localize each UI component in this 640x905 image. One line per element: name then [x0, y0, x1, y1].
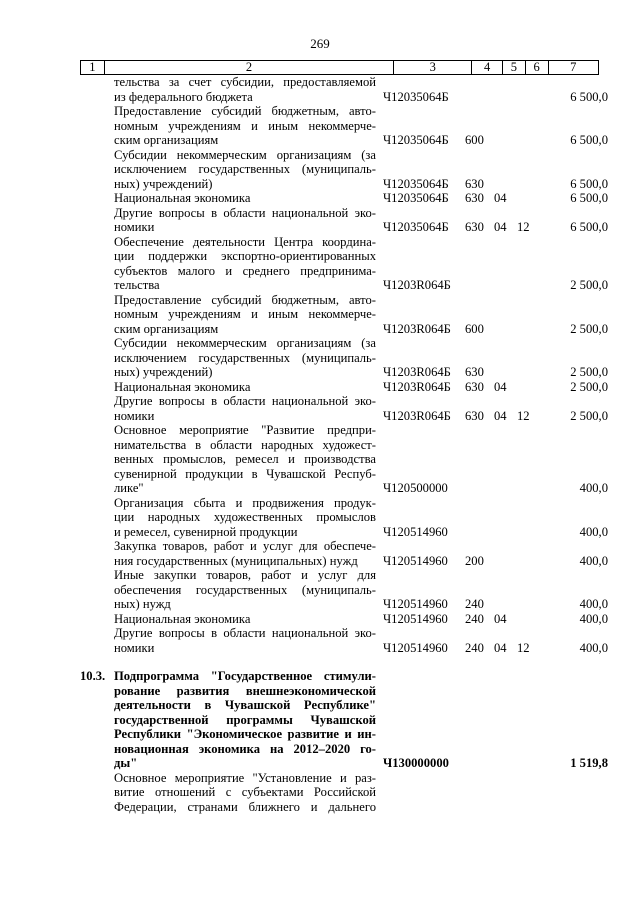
row-description: государственной программы Чувашской	[114, 712, 376, 727]
row-line	[80, 220, 608, 235]
amount: 2 500,0	[570, 321, 608, 336]
section: 04	[494, 379, 507, 394]
amount: 6 500,0	[570, 220, 608, 234]
row-description: нимательства в области народных художест-	[114, 437, 376, 452]
row-line	[80, 104, 600, 119]
row-line	[80, 75, 600, 90]
table-row	[80, 568, 608, 612]
row-description: Предоставление субсидий бюджетным, авто-	[114, 292, 376, 307]
expense-type: 600	[465, 321, 484, 336]
budget-code: Ч12035064Б	[383, 176, 449, 191]
expense-type: 630	[465, 408, 484, 423]
subsection: 12	[517, 640, 530, 655]
budget-code: Ч1203R064Б	[383, 379, 451, 394]
table-row	[80, 75, 608, 104]
row-line	[80, 162, 600, 177]
table-row	[80, 147, 608, 192]
row-line	[80, 626, 600, 641]
amount: 2 500,0	[570, 365, 608, 379]
amount: 6 500,0	[570, 89, 608, 104]
table-row	[80, 495, 608, 540]
row-description: ды"	[114, 756, 138, 770]
table-row	[80, 191, 608, 206]
expense-type: 600	[465, 133, 484, 147]
row-line	[80, 640, 608, 656]
row-description: деятельности в Чувашской Республике"	[114, 698, 376, 712]
row-line	[80, 684, 600, 699]
budget-code: Ч120514960	[383, 611, 448, 626]
amount: 400,0	[579, 640, 608, 655]
row-line	[80, 611, 608, 627]
expense-type: 630	[465, 191, 484, 205]
row-line	[80, 379, 608, 395]
budget-code: Ч120514960	[383, 524, 448, 539]
row-description: рование развития внешнеэкономической	[114, 683, 376, 698]
row-line	[80, 698, 600, 713]
row-description: субъектов малого и среднего предпринима-	[114, 263, 376, 278]
row-line	[80, 800, 600, 815]
expense-type: 630	[465, 176, 484, 191]
row-line	[80, 756, 608, 771]
row-description: ных) учреждений)	[114, 176, 213, 191]
expense-type: 630	[465, 220, 484, 234]
row-line	[80, 553, 608, 569]
amount: 6 500,0	[570, 191, 608, 205]
row-line	[80, 669, 600, 684]
row-line	[80, 293, 600, 308]
table-row	[80, 669, 608, 771]
budget-code: Ч12035064Б	[383, 89, 449, 104]
row-line	[80, 539, 600, 554]
row-line	[80, 727, 600, 742]
row-description: номики	[114, 640, 155, 655]
row-line	[80, 206, 600, 221]
table-row	[80, 423, 608, 496]
row-description: из федерального бюджета	[114, 89, 253, 104]
amount: 2 500,0	[570, 379, 608, 394]
row-description: номики	[114, 220, 155, 234]
expense-type: 240	[465, 640, 484, 655]
row-description: ским организациям	[114, 321, 219, 336]
budget-code: Ч130000000	[383, 756, 449, 770]
budget-code: Ч1203R064Б	[383, 278, 451, 292]
table-row	[80, 379, 608, 395]
row-description: исключением государственных (муниципаль-	[114, 162, 376, 176]
row-number: 10.3.	[80, 669, 106, 683]
amount: 2 500,0	[570, 408, 608, 423]
row-description: Другие вопросы в области национальной эко-	[114, 626, 376, 640]
row-description: ции поддержки экспортно-ориентированных	[114, 249, 376, 263]
subsection: 12	[517, 220, 530, 234]
row-line	[80, 176, 608, 192]
row-description: Иные закупки товаров, работ и услуг для	[114, 568, 376, 582]
table-row	[80, 336, 608, 380]
row-line	[80, 597, 608, 612]
row-line	[80, 713, 600, 728]
row-line	[80, 785, 600, 800]
row-description: и ремесел, сувенирной продукции	[114, 524, 298, 539]
row-description: ных) нужд	[114, 597, 171, 611]
budget-code: Ч120514960	[383, 640, 448, 655]
budget-code: Ч120500000	[383, 481, 448, 495]
expense-type: 630	[465, 365, 484, 379]
row-description: ским организациям	[114, 133, 219, 147]
budget-code: Ч12035064Б	[383, 191, 449, 205]
expense-type: 200	[465, 553, 484, 568]
header-col-3: 3	[394, 61, 472, 75]
row-description: тельства за счет субсидии, предоставляемой	[114, 75, 376, 89]
column-header-row	[80, 60, 599, 75]
row-line	[80, 119, 600, 134]
row-line	[80, 351, 600, 366]
row-description: Республики "Экономическое развитие и ин-	[114, 727, 376, 741]
row-line	[80, 249, 600, 264]
row-line	[80, 336, 600, 351]
amount: 400,0	[579, 553, 608, 568]
row-description: тельства	[114, 278, 160, 292]
header-col-2: 2	[104, 61, 393, 75]
table-row	[80, 205, 608, 235]
table-row	[80, 626, 608, 655]
row-description: лике"	[114, 481, 144, 495]
budget-code: Ч120514960	[383, 553, 448, 568]
row-line	[80, 742, 600, 757]
row-line	[80, 278, 608, 293]
section: 04	[494, 408, 507, 423]
amount: 400,0	[579, 597, 608, 611]
header-col-4: 4	[472, 61, 503, 75]
header-col-7: 7	[548, 61, 598, 75]
row-line	[80, 394, 600, 409]
row-line	[80, 452, 600, 467]
section: 04	[494, 611, 507, 626]
budget-code: Ч1203R064Б	[383, 321, 451, 336]
row-description: номики	[114, 408, 155, 423]
row-line	[80, 438, 600, 453]
row-line	[80, 365, 608, 380]
row-description: Федерации, странами ближнего и дальнего	[114, 799, 376, 814]
expense-type: 240	[465, 611, 484, 626]
row-description: Основное мероприятие "Установление и раз-	[114, 770, 376, 785]
page-number: 269	[310, 36, 330, 51]
row-description: исключением государственных (муниципаль-	[114, 350, 376, 365]
row-description: номным учреждениям и иным некоммерче-	[114, 118, 376, 133]
row-line	[80, 583, 600, 598]
row-description: Предоставление субсидий бюджетным, авто-	[114, 104, 376, 118]
row-line	[80, 321, 608, 337]
table-row	[80, 104, 608, 148]
row-description: Основное мероприятие "Развитие предпри-	[114, 423, 376, 437]
row-spacer	[80, 655, 600, 669]
amount: 400,0	[579, 524, 608, 539]
amount: 2 500,0	[570, 278, 608, 292]
row-line	[80, 133, 608, 148]
header-col-6: 6	[525, 61, 548, 75]
row-description: Субсидии некоммерческим организациям (за	[114, 147, 376, 162]
row-description: ных) учреждений)	[114, 365, 213, 379]
amount: 6 500,0	[570, 133, 608, 147]
row-description: сувенирной продукции в Чувашской Респуб-	[114, 466, 376, 481]
header-col-1: 1	[81, 61, 105, 75]
row-line	[80, 496, 600, 511]
budget-code: Ч12035064Б	[383, 133, 449, 147]
row-line	[80, 307, 600, 322]
row-description: венных промыслов, ремесел и производства	[114, 452, 376, 466]
amount: 1 519,8	[570, 756, 608, 770]
amount: 400,0	[579, 481, 608, 495]
table-row	[80, 292, 608, 337]
row-description: Национальная экономика	[114, 379, 251, 394]
row-description: Закупка товаров, работ и услуг для обеспече-	[114, 539, 376, 553]
row-line	[80, 524, 608, 540]
amount: 400,0	[579, 611, 608, 626]
row-description: ции народных художественных промыслов	[114, 510, 376, 524]
amount: 6 500,0	[570, 176, 608, 191]
row-line	[80, 264, 600, 279]
row-line	[80, 408, 608, 424]
expense-type: 240	[465, 597, 484, 611]
subsection: 12	[517, 408, 530, 423]
budget-code: Ч120514960	[383, 597, 448, 611]
row-description: ния государственных (муниципальных) нужд	[114, 553, 358, 568]
budget-code: Ч12035064Б	[383, 220, 449, 234]
row-description: Субсидии некоммерческим организациям (за	[114, 336, 376, 350]
row-line	[80, 510, 600, 525]
row-description: Другие вопросы в области национальной эко-	[114, 205, 376, 220]
row-line	[80, 568, 600, 583]
row-description: витие отношений с субъектами Российской	[114, 785, 376, 799]
section: 04	[494, 191, 507, 205]
row-description: Национальная экономика	[114, 191, 251, 205]
row-line	[80, 771, 600, 786]
header-col-5: 5	[502, 61, 525, 75]
section: 04	[494, 640, 507, 655]
row-line	[80, 423, 600, 438]
row-description: Национальная экономика	[114, 611, 251, 626]
table-row	[80, 771, 600, 815]
row-line	[80, 467, 600, 482]
row-description: новационная экономика на 2012–2020 го-	[114, 741, 376, 756]
row-line	[80, 191, 608, 206]
row-description: Подпрограмма "Государственное стимули-	[114, 669, 376, 683]
row-description: номным учреждениям и иным некоммерче-	[114, 307, 376, 321]
row-line	[80, 235, 600, 250]
budget-code: Ч1203R064Б	[383, 408, 451, 423]
row-description: Обеспечение деятельности Центра координа-	[114, 234, 376, 249]
budget-table-body	[80, 75, 608, 814]
row-description: Организация сбыта и продвижения продук-	[114, 495, 376, 510]
table-row	[80, 394, 608, 423]
expense-type: 630	[465, 379, 484, 394]
row-line	[80, 481, 608, 496]
section: 04	[494, 220, 507, 234]
table-row	[80, 539, 608, 568]
row-line	[80, 89, 608, 105]
row-line	[80, 148, 600, 163]
row-description: обеспечения государственных (муниципаль-	[114, 582, 376, 597]
row-description: Другие вопросы в области национальной эко-	[114, 394, 376, 408]
table-row	[80, 234, 608, 293]
table-row	[80, 611, 608, 627]
budget-code: Ч1203R064Б	[383, 365, 451, 379]
